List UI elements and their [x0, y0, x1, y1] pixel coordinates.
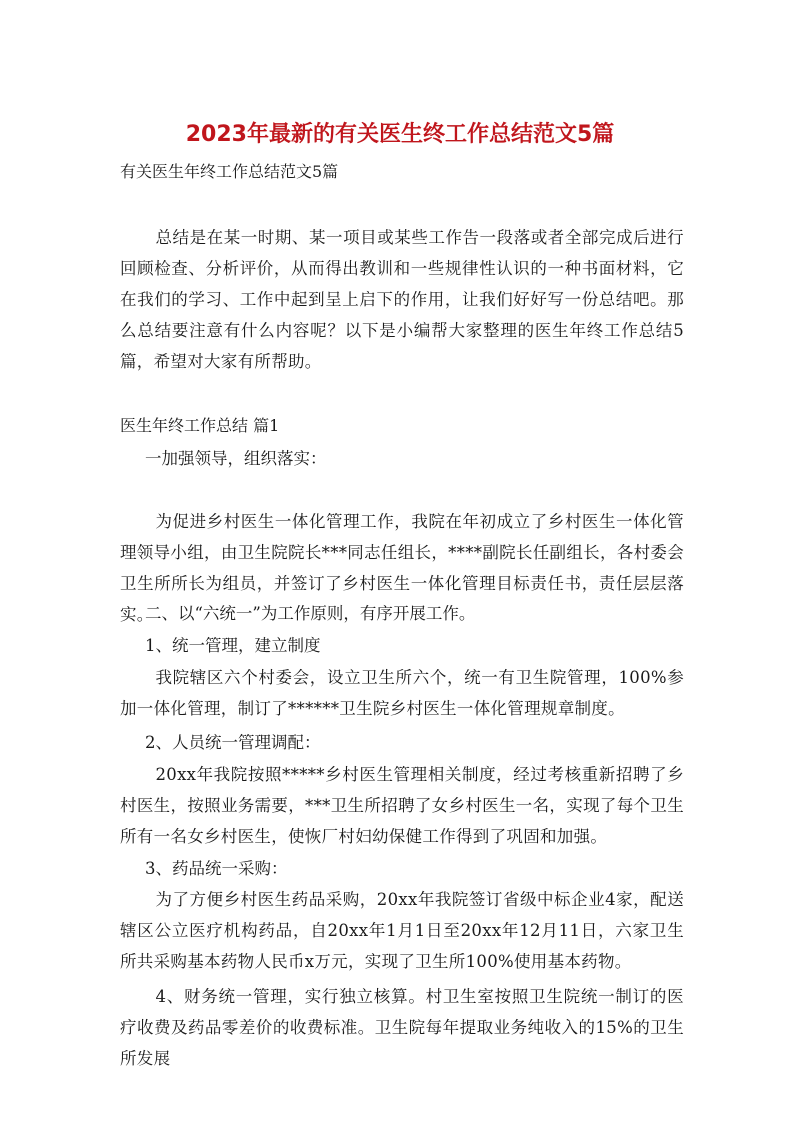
- document-title: 2023年最新的有关医生终工作总结范文5篇: [185, 122, 615, 147]
- intro-paragraph: 总结是在某一时期、某一项目或某些工作告一段落或者全部完成后进行回顾检查、分析评价，从而得出教训和一些规律性认识的一种书面材料，它在我们的学习、工作中起到呈上启下的作用，让我们好好写一份总结吧。那么总结要注意有什么内容呢？以下是小编帮大家整理的医生年终工作总结5篇，希望对大家有所帮助。: [120, 228, 684, 371]
- paragraph-2-2: 20xx年我院按照*****乡村医生管理相关制度，经过考核重新招聘了乡村医生，按照业务需要，***卫生所招聘了女乡村医生一名，实现了每个卫生所有一名女乡村医生，使恢厂村妇幼保健工作得到了巩固和加强。: [120, 765, 684, 846]
- item-1-label: 一加强领导，组织落实：: [145, 449, 327, 468]
- item-2-label: 二、以“六统一”为工作原则，有序开展工作。: [145, 604, 476, 623]
- item-2-2-label: 2、人员统一管理调配：: [145, 733, 321, 752]
- section-heading-1: 医生年终工作总结 篇1: [120, 416, 280, 435]
- item-2-1-label: 1、统一管理，建立制度: [145, 636, 321, 655]
- document-subtitle: 有关医生年终工作总结范文5篇: [120, 162, 339, 181]
- item-2-3-label: 3、药品统一采购：: [145, 859, 288, 878]
- paragraph-2-1: 我院辖区六个村委会，设立卫生所六个，统一有卫生院管理，100%参加一体化管理，制订了******卫生院乡村医生一体化管理规章制度。: [120, 668, 684, 718]
- paragraph-2-3: 为了方便乡村医生药品采购，20xx年我院签订省级中标企业4家，配送辖区公立医疗机构药品，自20xx年1月1日至20xx年12月11日，六家卫生所共采购基本药物人民币x万元，实现了卫生所100%使用基本药物。: [120, 890, 684, 971]
- paragraph-1: 为促进乡村医生一体化管理工作，我院在年初成立了乡村医生一体化管理领导小组，由卫生院院长***同志任组长，****副院长任副组长，各村委会卫生所所长为组员，并签订了乡村医生一体化管理目标责任书，责任层层落实。: [120, 512, 684, 624]
- paragraph-2-4: 4、财务统一管理，实行独立核算。村卫生室按照卫生院统一制订的医疗收费及药品零差价的收费标准。卫生院每年提取业务纯收入的15%的卫生所发展: [120, 987, 684, 1068]
